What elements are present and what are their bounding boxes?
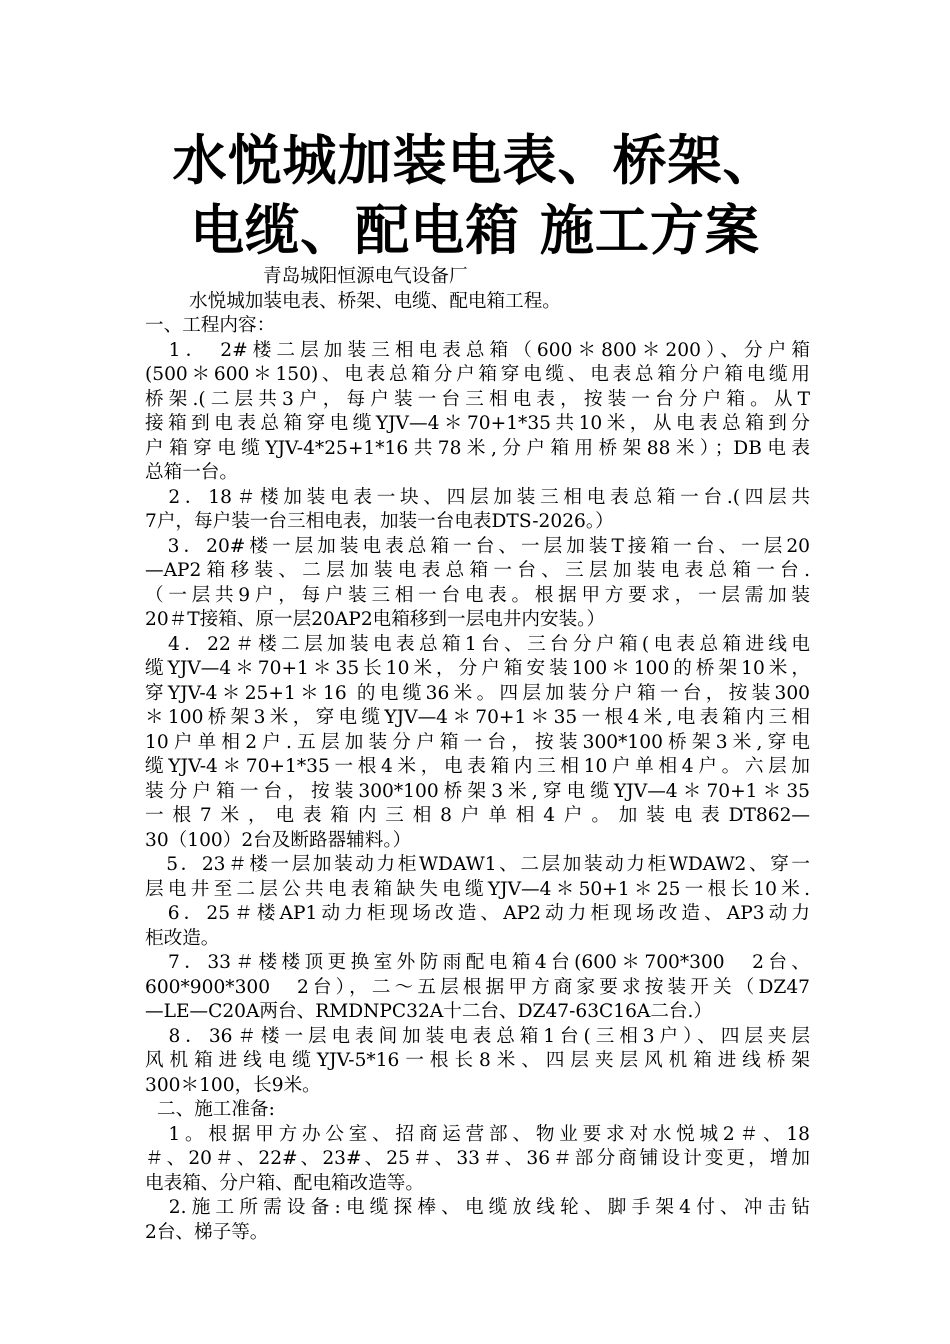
section-1-line: 柜改造。 <box>145 927 220 949</box>
section-1-line: 3．20#楼一层加装电表总箱一台、一层加装T接箱一台、一层20 <box>145 535 810 557</box>
section-1-line: 7．33＃楼楼顶更换室外防雨配电箱4台(600＊700*300 2台、 <box>145 952 810 973</box>
section-1-line: 层电井至二层公共电表箱缺失电缆YJV—4＊50+1＊25一根长10米. <box>145 878 810 900</box>
section-2-heading: 二、施工准备: <box>157 1099 275 1120</box>
section-1-line: 5．23＃楼一层加装动力柜WDAW1、二层加装动力柜WDAW2、穿一 <box>145 854 810 875</box>
section-1-line: 6．25＃楼AP1动力柜现场改造、AP2动力柜现场改造、AP3动力 <box>145 903 810 924</box>
section-2-line: 1。根据甲方办公室、招商运营部、物业要求对水悦城2＃、18 <box>145 1123 810 1145</box>
section-1-line: 20＃T接箱、原一层20AP2电箱移到一层电井内安装。） <box>145 609 606 630</box>
section-1-line: 风机箱进线电缆YJV-5*16一根长8米、四层夹层风机箱进线桥架 <box>145 1050 810 1071</box>
section-1-line: —LE—C20A两台、RMDNPC32A十二台、DZ47-63C16A二台.） <box>145 1001 713 1022</box>
section-1-line: （一层共9户，每户装三相一台电表。根据甲方要求，一层需加装 <box>145 584 810 606</box>
section-2-line: 2.施工所需设备:电缆探棒、电缆放线轮、脚手架4付、冲击钻 <box>145 1197 810 1218</box>
section-1-line: —AP2箱移装、二层加装电表总箱一台、三层加装电表总箱一台. <box>145 560 810 581</box>
section-2-line: 2台、梯子等。 <box>145 1221 269 1243</box>
section-2-line: ＃、20＃、22#、23#、25＃、33＃、36＃部分商铺设计变更，增加 <box>145 1148 810 1169</box>
document-title-line-1: 水悦城加装电表、桥架、 <box>172 129 778 192</box>
section-1-line: 缆YJV-4＊70+1*35一根4米，电表箱内三相10户单相4户。六层加 <box>145 756 810 777</box>
company-name: 青岛城阳恒源电气设备厂 <box>263 266 468 287</box>
section-1-line: 装分户箱一台，按装300*100桥架3米,穿电缆YJV—4＊70+1＊35 <box>145 780 810 802</box>
section-1-line: 桥架.(二层共3户，每户装一台三相电表，按装一台分户箱。从T <box>145 388 810 410</box>
project-intro: 水悦城加装电表、桥架、电缆、配电箱工程。 <box>189 290 561 312</box>
section-1-line: 2．18＃楼加装电表一块、四层加装三相电表总箱一台.(四层共 <box>145 486 810 508</box>
section-1-heading: 一、工程内容： <box>145 315 276 336</box>
document-title-line-2: 电缆、配电箱 施工方案 <box>190 199 760 262</box>
section-1-line: 30（100）2台及断路器辅料。） <box>145 829 412 851</box>
section-1-line: 总箱一台。 <box>145 462 238 483</box>
section-2-line: 电表箱、分户箱、配电箱改造等。 <box>145 1172 424 1194</box>
section-1-line: 7户，每户装一台三相电表，加装一台电表DTS-2026。） <box>145 511 614 532</box>
section-1-line: 接箱到电表总箱穿电缆YJV—4＊70+1*35共10米，从电表总箱到分 <box>145 413 810 434</box>
section-1-line: 缆YJV—4＊70+1＊35长10米，分户箱安装100＊100的桥架10米， <box>145 658 810 679</box>
section-1-line: (500＊600＊150)、电表总箱分户箱穿电缆、电表总箱分户箱电缆用 <box>145 364 810 385</box>
section-1-line: 一根7米，电表箱内三相8户单相4户。加装电表DT862— <box>145 805 810 826</box>
section-1-line: ＊100桥架3米，穿电缆YJV—4＊70+1＊35一根4米,电表箱内三相 <box>145 707 810 728</box>
section-1-line: 8．36＃楼一层电表间加装电表总箱1台(三相3户）、四层夹层 <box>145 1025 810 1047</box>
section-1-line: 户箱穿电缆YJV-4*25+1*16共78米,分户箱用桥架88米）；DB电表 <box>145 437 810 459</box>
section-1-line: 300＊100，长9米。 <box>145 1074 321 1096</box>
section-1-line: 1． 2#楼二层加装三相电表总箱（600＊800＊200）、分户箱 <box>145 339 810 361</box>
section-1-line: 穿YJV-4＊25+1＊16 的电缆36米。四层加装分户箱一台，按装300 <box>145 682 810 704</box>
section-1-line: 600*900*300 2台），二～五层根据甲方商家要求按装开关（DZ47 <box>145 976 810 998</box>
section-1-line: 4．22＃楼二层加装电表总箱1台、三台分户箱(电表总箱进线电 <box>145 633 810 655</box>
document-body <box>145 265 810 1245</box>
section-1-line: 10户单相2户.五层加装分户箱一台，按装300*100桥架3米,穿电 <box>145 731 810 753</box>
